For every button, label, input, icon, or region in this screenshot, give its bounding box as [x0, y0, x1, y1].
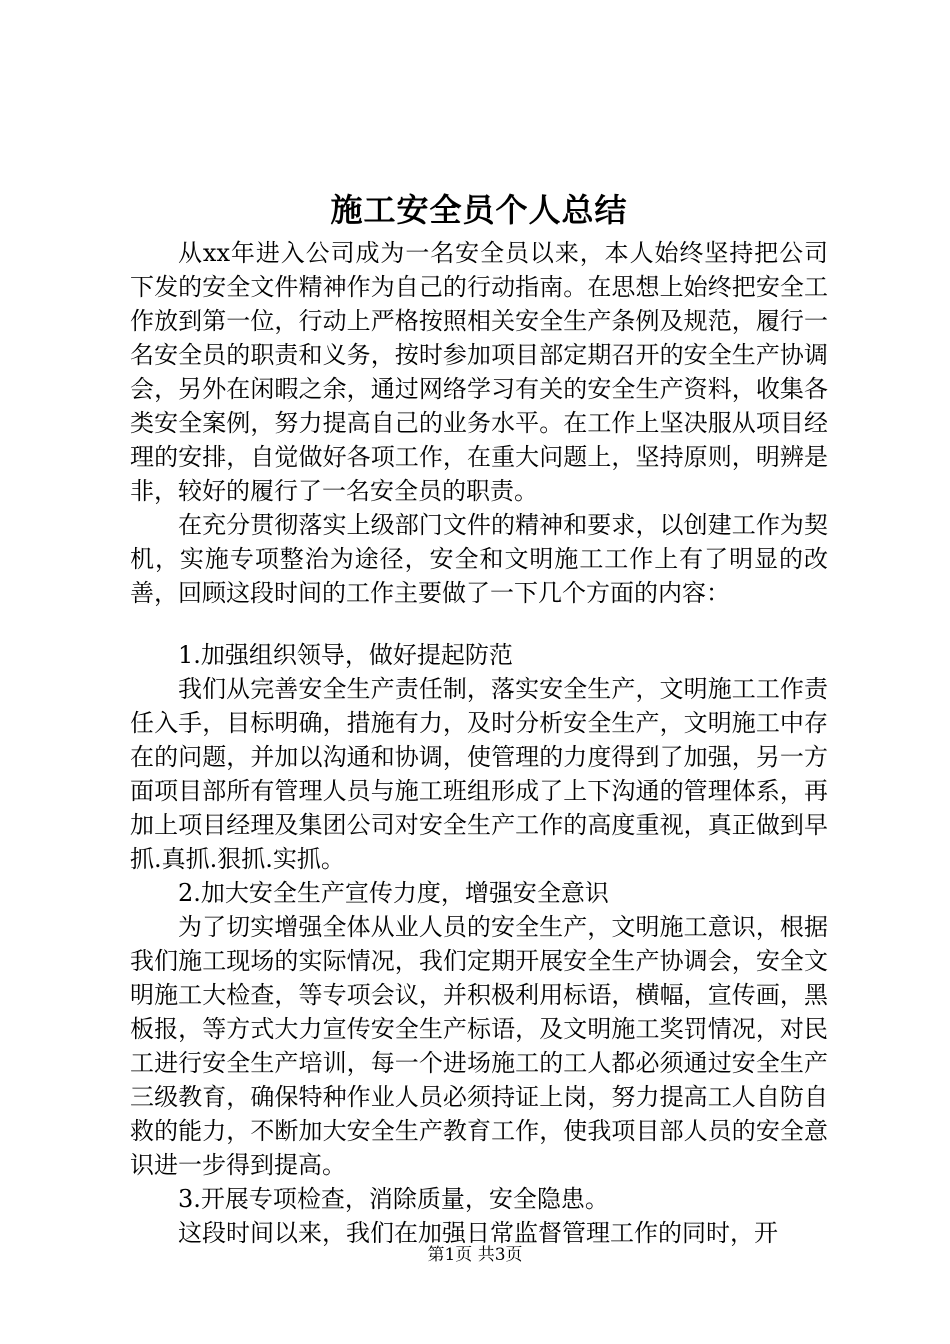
section-3-body: 这段时间以来，我们在加强日常监督管理工作的同时，开: [178, 1219, 778, 1247]
section-1-heading: 1.加强组织领导，做好提起防范: [178, 641, 513, 669]
document-title: 施工安全员个人总结: [330, 191, 628, 229]
document-page: [130, 188, 828, 1250]
section-3-heading: 3.开展专项检查，消除质量，安全隐患。: [178, 1185, 609, 1213]
page-footer: 第1页 共3页: [427, 1245, 523, 1265]
section-1-body: 我们从完善安全生产责任制，落实安全生产，文明施工工作责任入手，目标明确，措施有力，及时分析安全生产，文明施工中存在的问题，并加以沟通和协调，使管理的力度得到了加强，另一方面项目部所有管理人员与施工班组形成了上下沟通的管理体系，再加上项目经理及集团公司对安全生产工作的高度重视，真正做到早抓.真抓.狠抓.实抓。: [130, 675, 828, 873]
section-2-body: 为了切实增强全体从业人员的安全生产，文明施工意识，根据我们施工现场的实际情况，我们定期开展安全生产协调会，安全文明施工大检查，等专项会议，并积极利用标语，横幅，宣传画，黑板报，等方式大力宣传安全生产标语，及文明施工奖罚情况，对民工进行安全生产培训，每一个进场施工的工人都必须通过安全生产三级教育，确保特种作业人员必须持证上岗，努力提高工人自防自救的能力，不断加大安全生产教育工作，使我项目部人员的安全意识进一步得到提高。: [130, 913, 828, 1179]
intro-paragraph-2: 在充分贯彻落实上级部门文件的精神和要求，以创建工作为契机，实施专项整治为途径，安全和文明施工工作上有了明显的改善，回顾这段时间的工作主要做了一下几个方面的内容：: [130, 511, 828, 607]
paragraph-gap: [130, 610, 828, 638]
intro-paragraph-1: 从xx年进入公司成为一名安全员以来，本人始终坚持把公司下发的安全文件精神作为自己的行动指南。在思想上始终把安全工作放到第一位，行动上严格按照相关安全生产条例及规范，履行一名安全员的职责和义务，按时参加项目部定期召开的安全生产协调会，另外在闲暇之余，通过网络学习有关的安全生产资料，收集各类安全案例，努力提高自己的业务水平。在工作上坚决服从项目经理的安排，自觉做好各项工作，在重大问题上，坚持原则，明辨是非，较好的履行了一名安全员的职责。: [130, 239, 828, 505]
section-2-heading: 2.加大安全生产宣传力度，增强安全意识: [178, 879, 609, 907]
